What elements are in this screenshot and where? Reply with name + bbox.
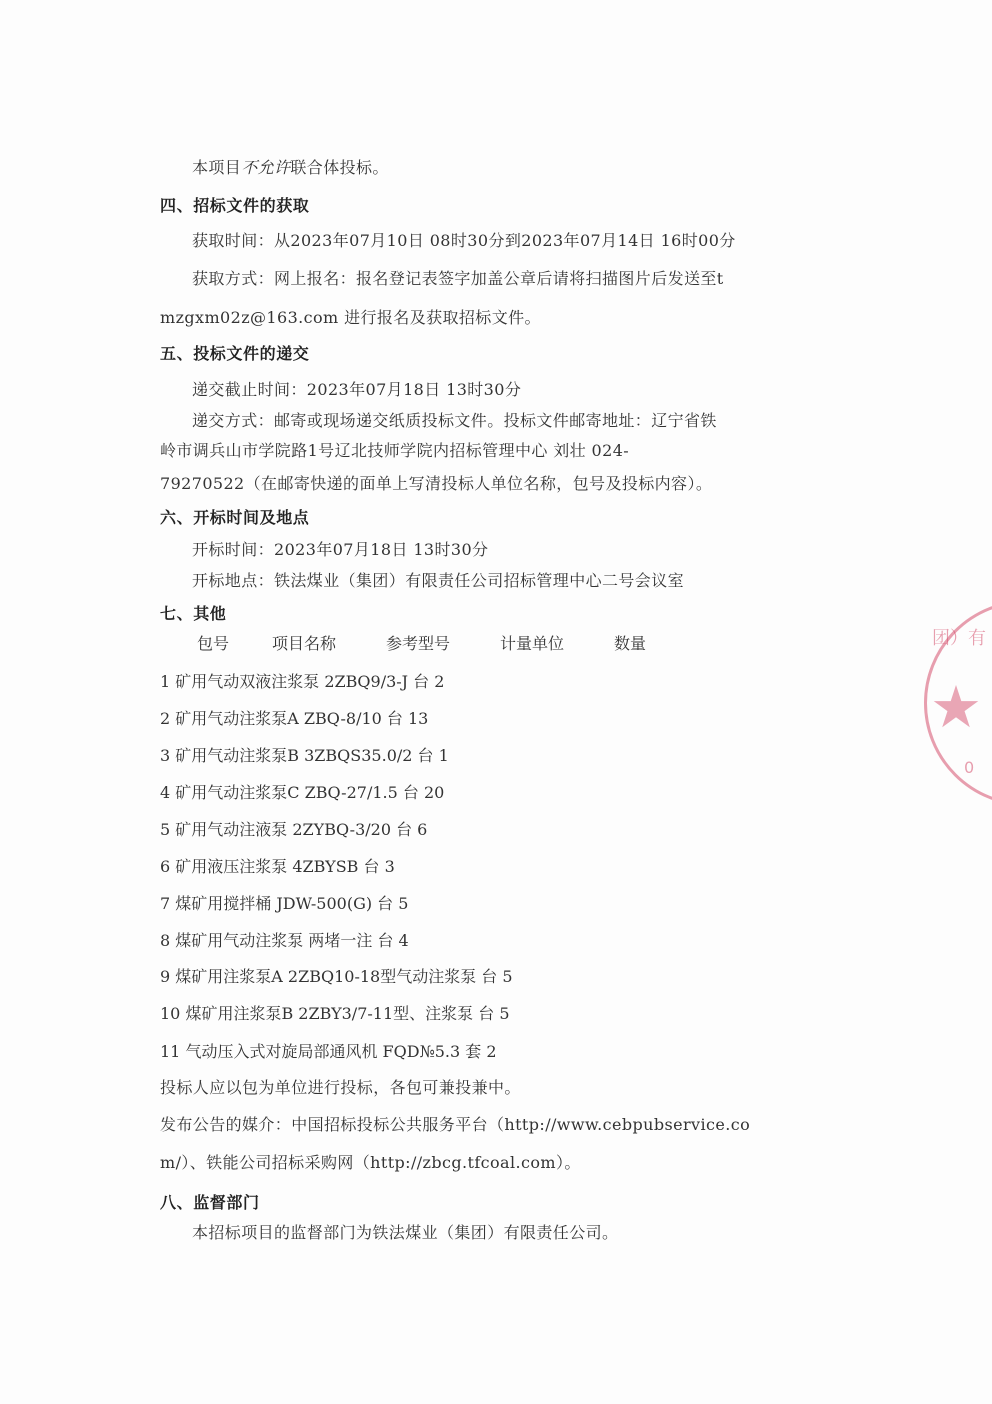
publication-media: 发布公告的媒介：中国招标投标公共服务平台（http://www.cebpubservice.co xyxy=(160,1115,751,1134)
submit-phone-note: 79270522（在邮寄快递的面单上写清投标人单位名称，包号及投标内容）。 xyxy=(160,474,713,493)
section-heading-4: 四、招标文件的获取 xyxy=(160,196,310,215)
opening-time: 开标时间：2023年07月18日 13时30分 xyxy=(192,540,489,559)
section-heading-5: 五、投标文件的递交 xyxy=(160,344,310,363)
list-item: 3 矿用气动注浆泵B 3ZBQS35.0/2 台 1 xyxy=(160,746,449,765)
bid-package-rule: 投标人应以包为单位进行投标，各包可兼投兼中。 xyxy=(160,1078,521,1097)
list-item: 11 气动压入式对旋局部通风机 FQD№5.3 套 2 xyxy=(160,1042,497,1061)
seal-text-bottom: 0 xyxy=(964,758,975,777)
joint-bid-notice xyxy=(192,157,389,179)
supervision-dept: 本招标项目的监督部门为铁法煤业（集团）有限责任公司。 xyxy=(192,1223,619,1242)
star-icon: ★ xyxy=(930,673,982,741)
list-item: 9 煤矿用注浆泵A 2ZBQ10-18型气动注浆泵 台 5 xyxy=(160,967,513,986)
header-quantity: 数量 xyxy=(614,634,647,653)
obtain-method-email: mzgxm02z@163.com 进行报名及获取招标文件。 xyxy=(160,308,541,327)
list-item: 6 矿用液压注浆泵 4ZBYSB 台 3 xyxy=(160,857,395,876)
submit-deadline: 递交截止时间：2023年07月18日 13时30分 xyxy=(192,380,522,399)
submit-method: 递交方式：邮寄或现场递交纸质投标文件。投标文件邮寄地址：辽宁省铁 xyxy=(192,411,717,430)
section-heading-8: 八、监督部门 xyxy=(160,1193,260,1212)
seal-text-top: 团）有 xyxy=(932,628,986,649)
list-item: 4 矿用气动注浆泵C ZBQ-27/1.5 台 20 xyxy=(160,783,445,802)
section-heading-7: 七、其他 xyxy=(160,604,227,623)
submit-address: 岭市调兵山市学院路1号辽北技师学院内招标管理中心 刘壮 024- xyxy=(160,441,630,460)
obtain-time: 获取时间：从2023年07月10日 08时30分到2023年07月14日 16时00分 xyxy=(192,231,736,250)
header-package-no: 包号 xyxy=(197,634,230,653)
obtain-method: 获取方式：网上报名：报名登记表签字加盖公章后请将扫描图片后发送至t xyxy=(192,269,724,288)
list-item: 7 煤矿用搅拌桶 JDW-500(G) 台 5 xyxy=(160,894,409,913)
header-reference-model: 参考型号 xyxy=(386,634,451,653)
list-item: 5 矿用气动注液泵 2ZYBQ-3/20 台 6 xyxy=(160,820,428,839)
list-item: 1 矿用气动双液注浆泵 2ZBQ9/3-J 台 2 xyxy=(160,672,445,691)
header-unit: 计量单位 xyxy=(500,634,565,653)
section-heading-6: 六、开标时间及地点 xyxy=(160,508,310,527)
joint-bid-pre: 本项目 xyxy=(192,158,242,177)
list-item: 8 煤矿用气动注浆泵 两堵一注 台 4 xyxy=(160,931,409,950)
opening-location: 开标地点：铁法煤业（集团）有限责任公司招标管理中心二号会议室 xyxy=(192,571,685,590)
publication-media-cont: m/）、铁能公司招标采购网（http://zbcg.tfcoal.com）。 xyxy=(160,1153,581,1172)
joint-bid-post: 联合体投标。 xyxy=(290,158,389,177)
list-item: 10 煤矿用注浆泵B 2ZBY3/7-11型、注浆泵 台 5 xyxy=(160,1004,510,1023)
company-seal xyxy=(924,600,992,820)
header-project-name: 项目名称 xyxy=(272,634,337,653)
list-item: 2 矿用气动注浆泵A ZBQ-8/10 台 13 xyxy=(160,709,429,728)
joint-bid-italic: 不允许 xyxy=(241,158,291,177)
